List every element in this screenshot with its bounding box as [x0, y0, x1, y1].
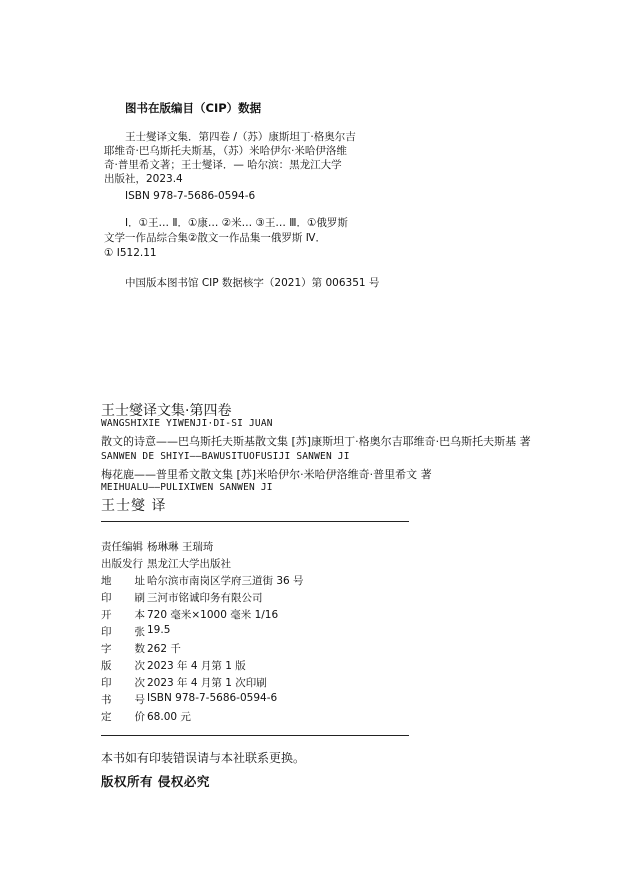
- detail-key-char: 开: [101, 609, 112, 621]
- cip-description-line: 奇·普里希文著；王士燮译．— 哈尔滨：黑龙江大学: [104, 159, 342, 171]
- detail-key: 出版发行: [101, 558, 143, 570]
- detail-key: [101, 641, 145, 656]
- cip-isbn: ISBN 978-7-5686-0594-6: [125, 190, 256, 202]
- detail-value: 2023 年 4 月第 1 版: [147, 660, 246, 672]
- subtitle-one: 散文的诗意——巴乌斯托夫斯基散文集 [苏]康斯坦丁·格奥尔吉耶维奇·巴乌斯托夫斯基 著: [101, 435, 531, 448]
- detail-key-char: 本: [134, 609, 145, 621]
- detail-key-char: 印: [101, 626, 112, 638]
- detail-value: 黑龙江大学出版社: [147, 558, 231, 570]
- detail-key-char: 书: [101, 694, 112, 706]
- detail-key-char: 张: [134, 626, 145, 638]
- detail-key: [101, 590, 145, 605]
- cip-description-line: 王士燮译文集．第四卷 /（苏）康斯坦丁·格奥尔吉: [125, 131, 356, 143]
- detail-key: [101, 658, 145, 673]
- detail-key: [101, 624, 145, 639]
- detail-key: [101, 692, 145, 707]
- detail-key: [101, 675, 145, 690]
- detail-key-char: 址: [134, 575, 145, 587]
- cip-subject-line: Ⅰ．①王… Ⅱ．①康… ②米… ③王… Ⅲ．①俄罗斯: [125, 217, 348, 229]
- detail-value: ISBN 978-7-5686-0594-6: [147, 692, 278, 704]
- cip-record-number: 中国版本图书馆 CIP 数据核字（2021）第 006351 号: [125, 277, 380, 289]
- subtitle-two: 梅花鹿——普里希文散文集 [苏]米哈伊尔·米哈伊洛维奇·普里希文 著: [101, 468, 432, 481]
- detail-key-char: 次: [134, 677, 145, 689]
- detail-key: 责任编辑: [101, 541, 143, 553]
- detail-key-char: 地: [101, 575, 112, 587]
- copyright-notice: 版权所有 侵权必究: [101, 774, 210, 789]
- detail-key-char: 刷: [134, 592, 145, 604]
- book-title-pinyin: WANGSHIXIE YIWENJI·DI-SI JUAN: [101, 418, 273, 429]
- detail-key-char: 印: [101, 677, 112, 689]
- detail-value: 杨琳琳 王瑞琦: [147, 541, 214, 553]
- cip-subject-line: 文学一作品综合集②散文一作品集一俄罗斯 Ⅳ．: [104, 232, 326, 244]
- detail-value: 262 千: [147, 643, 181, 655]
- detail-value: 68.00 元: [147, 711, 191, 723]
- detail-value: 哈尔滨市南岗区学府三道街 36 号: [147, 575, 304, 587]
- translator-name: 王士燮 译: [101, 498, 167, 514]
- cip-description-line: 耶维奇·巴乌斯托夫斯基，（苏）米哈伊尔·米哈伊洛维: [104, 145, 347, 157]
- cip-subject-line: ① I512.11: [104, 247, 157, 259]
- detail-key: [101, 607, 145, 622]
- cip-heading: 图书在版编目（CIP）数据: [125, 101, 262, 115]
- detail-key-char: 价: [134, 711, 145, 723]
- detail-value: 19.5: [147, 624, 171, 636]
- detail-key-char: 版: [101, 660, 112, 672]
- detail-key-char: 数: [134, 643, 145, 655]
- detail-value: 720 毫米×1000 毫米 1/16: [147, 609, 279, 621]
- detail-key: [101, 573, 145, 588]
- cip-description-line: 出版社，2023.4: [104, 173, 183, 185]
- detail-key-char: 定: [101, 711, 112, 723]
- detail-key-char: 号: [134, 694, 145, 706]
- top-divider: [101, 521, 409, 522]
- detail-key-char: 次: [134, 660, 145, 672]
- detail-value: 三河市铭诚印务有限公司: [147, 592, 263, 604]
- replacement-notice: 本书如有印装错误请与本社联系更换。: [101, 751, 306, 765]
- subtitle-two-pinyin: MEIHUALU——PULIXIWEN SANWEN JI: [101, 482, 273, 493]
- detail-value: 2023 年 4 月第 1 次印刷: [147, 677, 267, 689]
- detail-key: [101, 709, 145, 724]
- detail-key-char: 印: [101, 592, 112, 604]
- book-title: 王士燮译文集·第四卷: [101, 403, 232, 419]
- subtitle-one-pinyin: SANWEN DE SHIYI——BAWUSITUOFUSIJI SANWEN JI: [101, 451, 350, 462]
- bottom-divider: [101, 735, 409, 736]
- detail-key-char: 字: [101, 643, 112, 655]
